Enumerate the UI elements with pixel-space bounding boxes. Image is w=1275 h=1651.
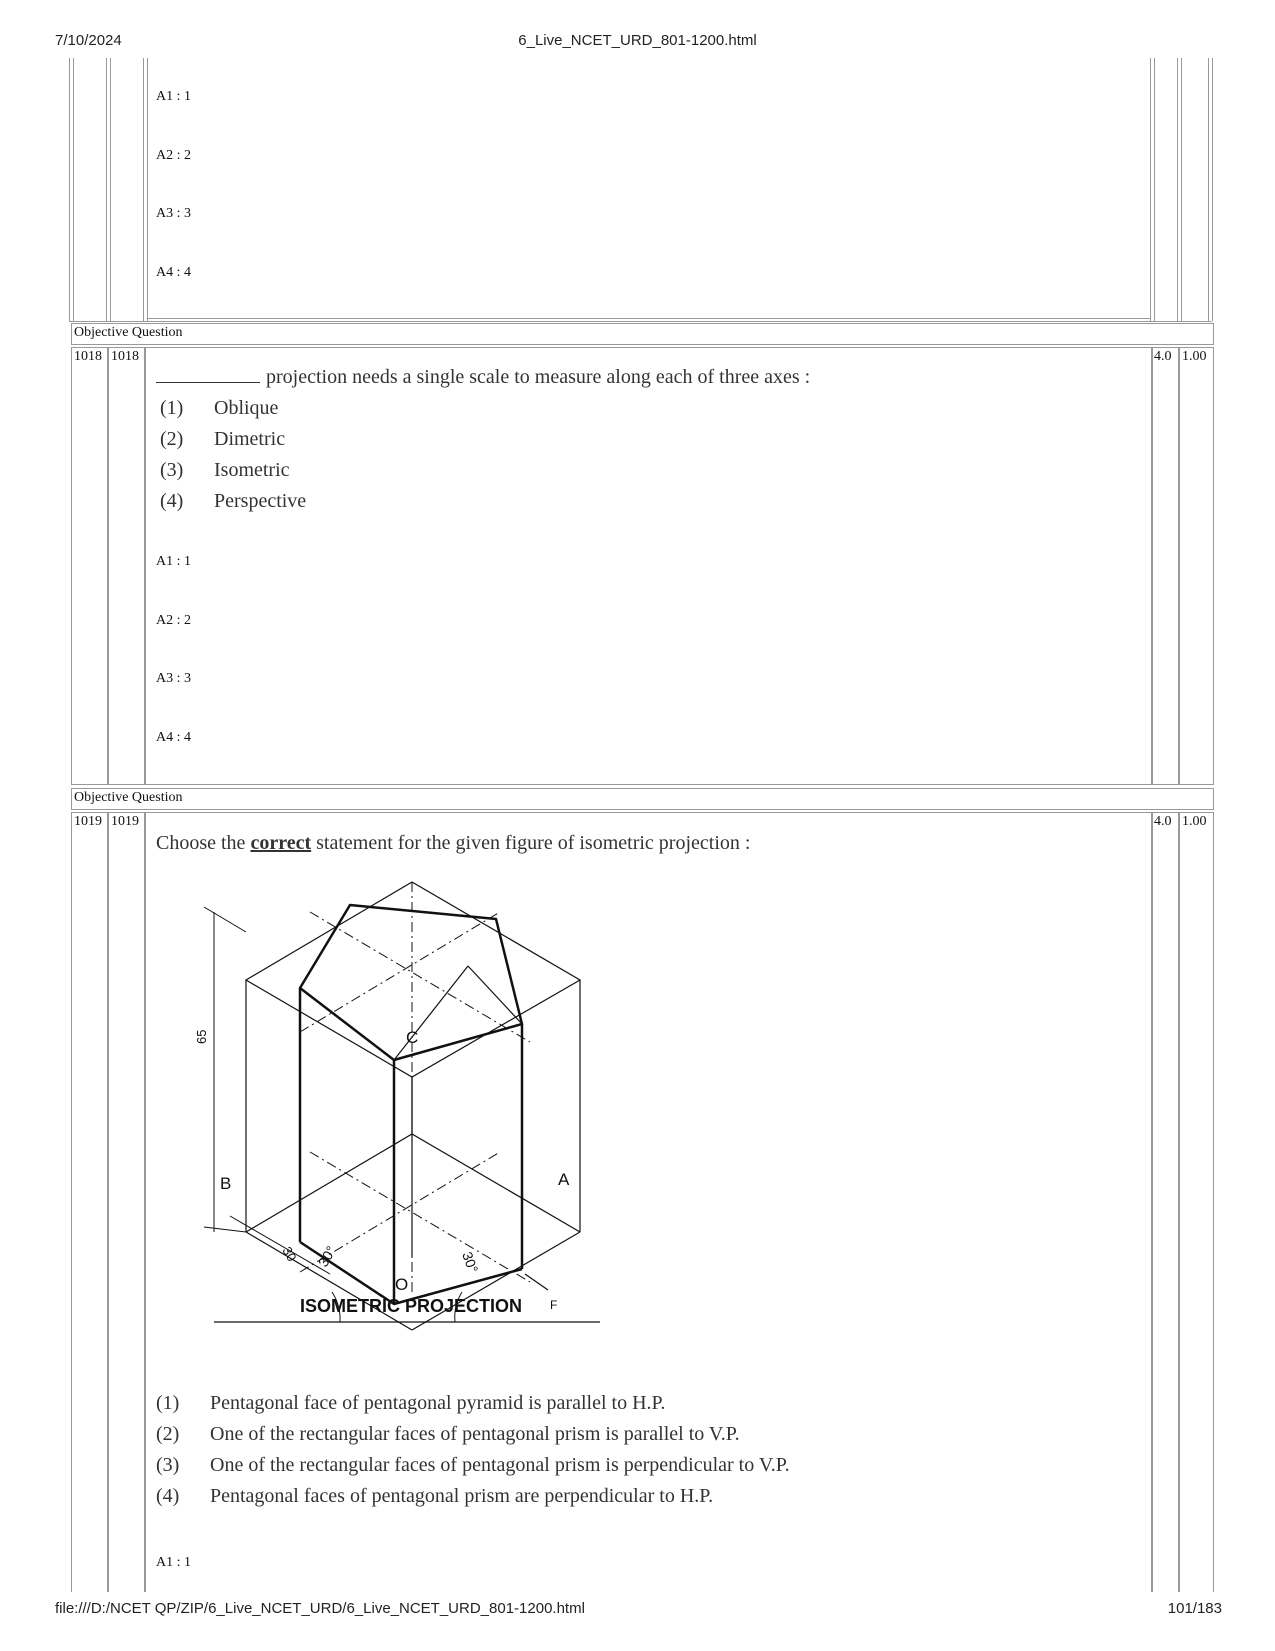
table-border <box>1208 58 1209 321</box>
question-id: 1019 <box>74 814 102 829</box>
table-border <box>147 58 148 321</box>
answer-line: A2 : 2 <box>156 613 191 628</box>
table-border <box>1177 58 1178 321</box>
question-id-cell <box>108 347 145 785</box>
table-border <box>143 58 144 321</box>
print-title: 6_Live_NCET_URD_801-1200.html <box>518 32 757 49</box>
question-id-cell <box>71 347 108 785</box>
question-type-cell <box>71 323 1214 345</box>
marks-cell <box>1152 812 1179 1592</box>
question-id: 1018 <box>111 349 139 364</box>
print-date: 7/10/2024 <box>55 32 122 49</box>
table-border <box>1181 58 1182 321</box>
question-type-label: Objective Question <box>74 790 183 805</box>
print-page-number: 101/183 <box>1167 1600 1222 1617</box>
marks-cell <box>1152 347 1179 785</box>
table-border <box>110 58 111 321</box>
figure-dimension-height: 65 <box>194 1029 209 1044</box>
negative-marks-cell <box>1179 347 1214 785</box>
answer-line: A3 : 3 <box>156 206 191 221</box>
figure-label-c: C <box>406 1028 419 1047</box>
question-marks: 4.0 <box>1154 814 1172 829</box>
question-type-cell <box>71 788 1214 810</box>
answer-line: A1 : 1 <box>156 554 191 569</box>
question-type-label: Objective Question <box>74 325 183 340</box>
question-body-cell <box>145 347 1152 785</box>
table-border <box>1212 58 1213 321</box>
figure-angle-left: 30° <box>314 1243 340 1270</box>
question-marks: 4.0 <box>1154 349 1172 364</box>
table-border <box>1154 58 1155 321</box>
figure-label-f: F <box>550 1298 558 1312</box>
question-negative-marks: 1.00 <box>1182 814 1207 829</box>
question-id-cell <box>108 812 145 1592</box>
answer-line: A4 : 4 <box>156 730 191 745</box>
figure-angle-right: 30° <box>459 1249 482 1275</box>
figure-label-a: A <box>558 1170 570 1189</box>
figure-label-b: B <box>220 1174 232 1193</box>
print-file-path: file:///D:/NCET QP/ZIP/6_Live_NCET_URD/6_Live_NCET_URD_801-1200.html <box>55 1600 585 1617</box>
table-border <box>69 321 1212 322</box>
figure-caption: ISOMETRIC PROJECTION <box>300 1296 523 1316</box>
question-id: 1018 <box>74 349 102 364</box>
question-text: Choose the correct statement for the given figure of isometric projection : <box>156 832 751 854</box>
question-text: projection needs a single scale to measure along each of three axes : <box>156 366 810 389</box>
answer-line: A4 : 4 <box>156 265 191 280</box>
fill-in-blank <box>156 368 260 383</box>
negative-marks-cell <box>1179 812 1214 1592</box>
answer-line: A3 : 3 <box>156 671 191 686</box>
figure-dimension-side: 30 <box>279 1244 300 1265</box>
table-border <box>69 58 70 321</box>
table-border <box>106 58 107 321</box>
answer-line: A1 : 1 <box>156 89 191 104</box>
answer-line: A1 : 1 <box>156 1555 191 1570</box>
table-border <box>73 58 74 321</box>
question-id-cell <box>71 812 108 1592</box>
question-id: 1019 <box>111 814 139 829</box>
isometric-projection-figure <box>194 872 650 1392</box>
question-negative-marks: 1.00 <box>1182 349 1207 364</box>
table-border <box>1150 58 1151 321</box>
figure-label-o: O <box>395 1275 409 1294</box>
answer-line: A2 : 2 <box>156 148 191 163</box>
table-border <box>147 318 1150 319</box>
